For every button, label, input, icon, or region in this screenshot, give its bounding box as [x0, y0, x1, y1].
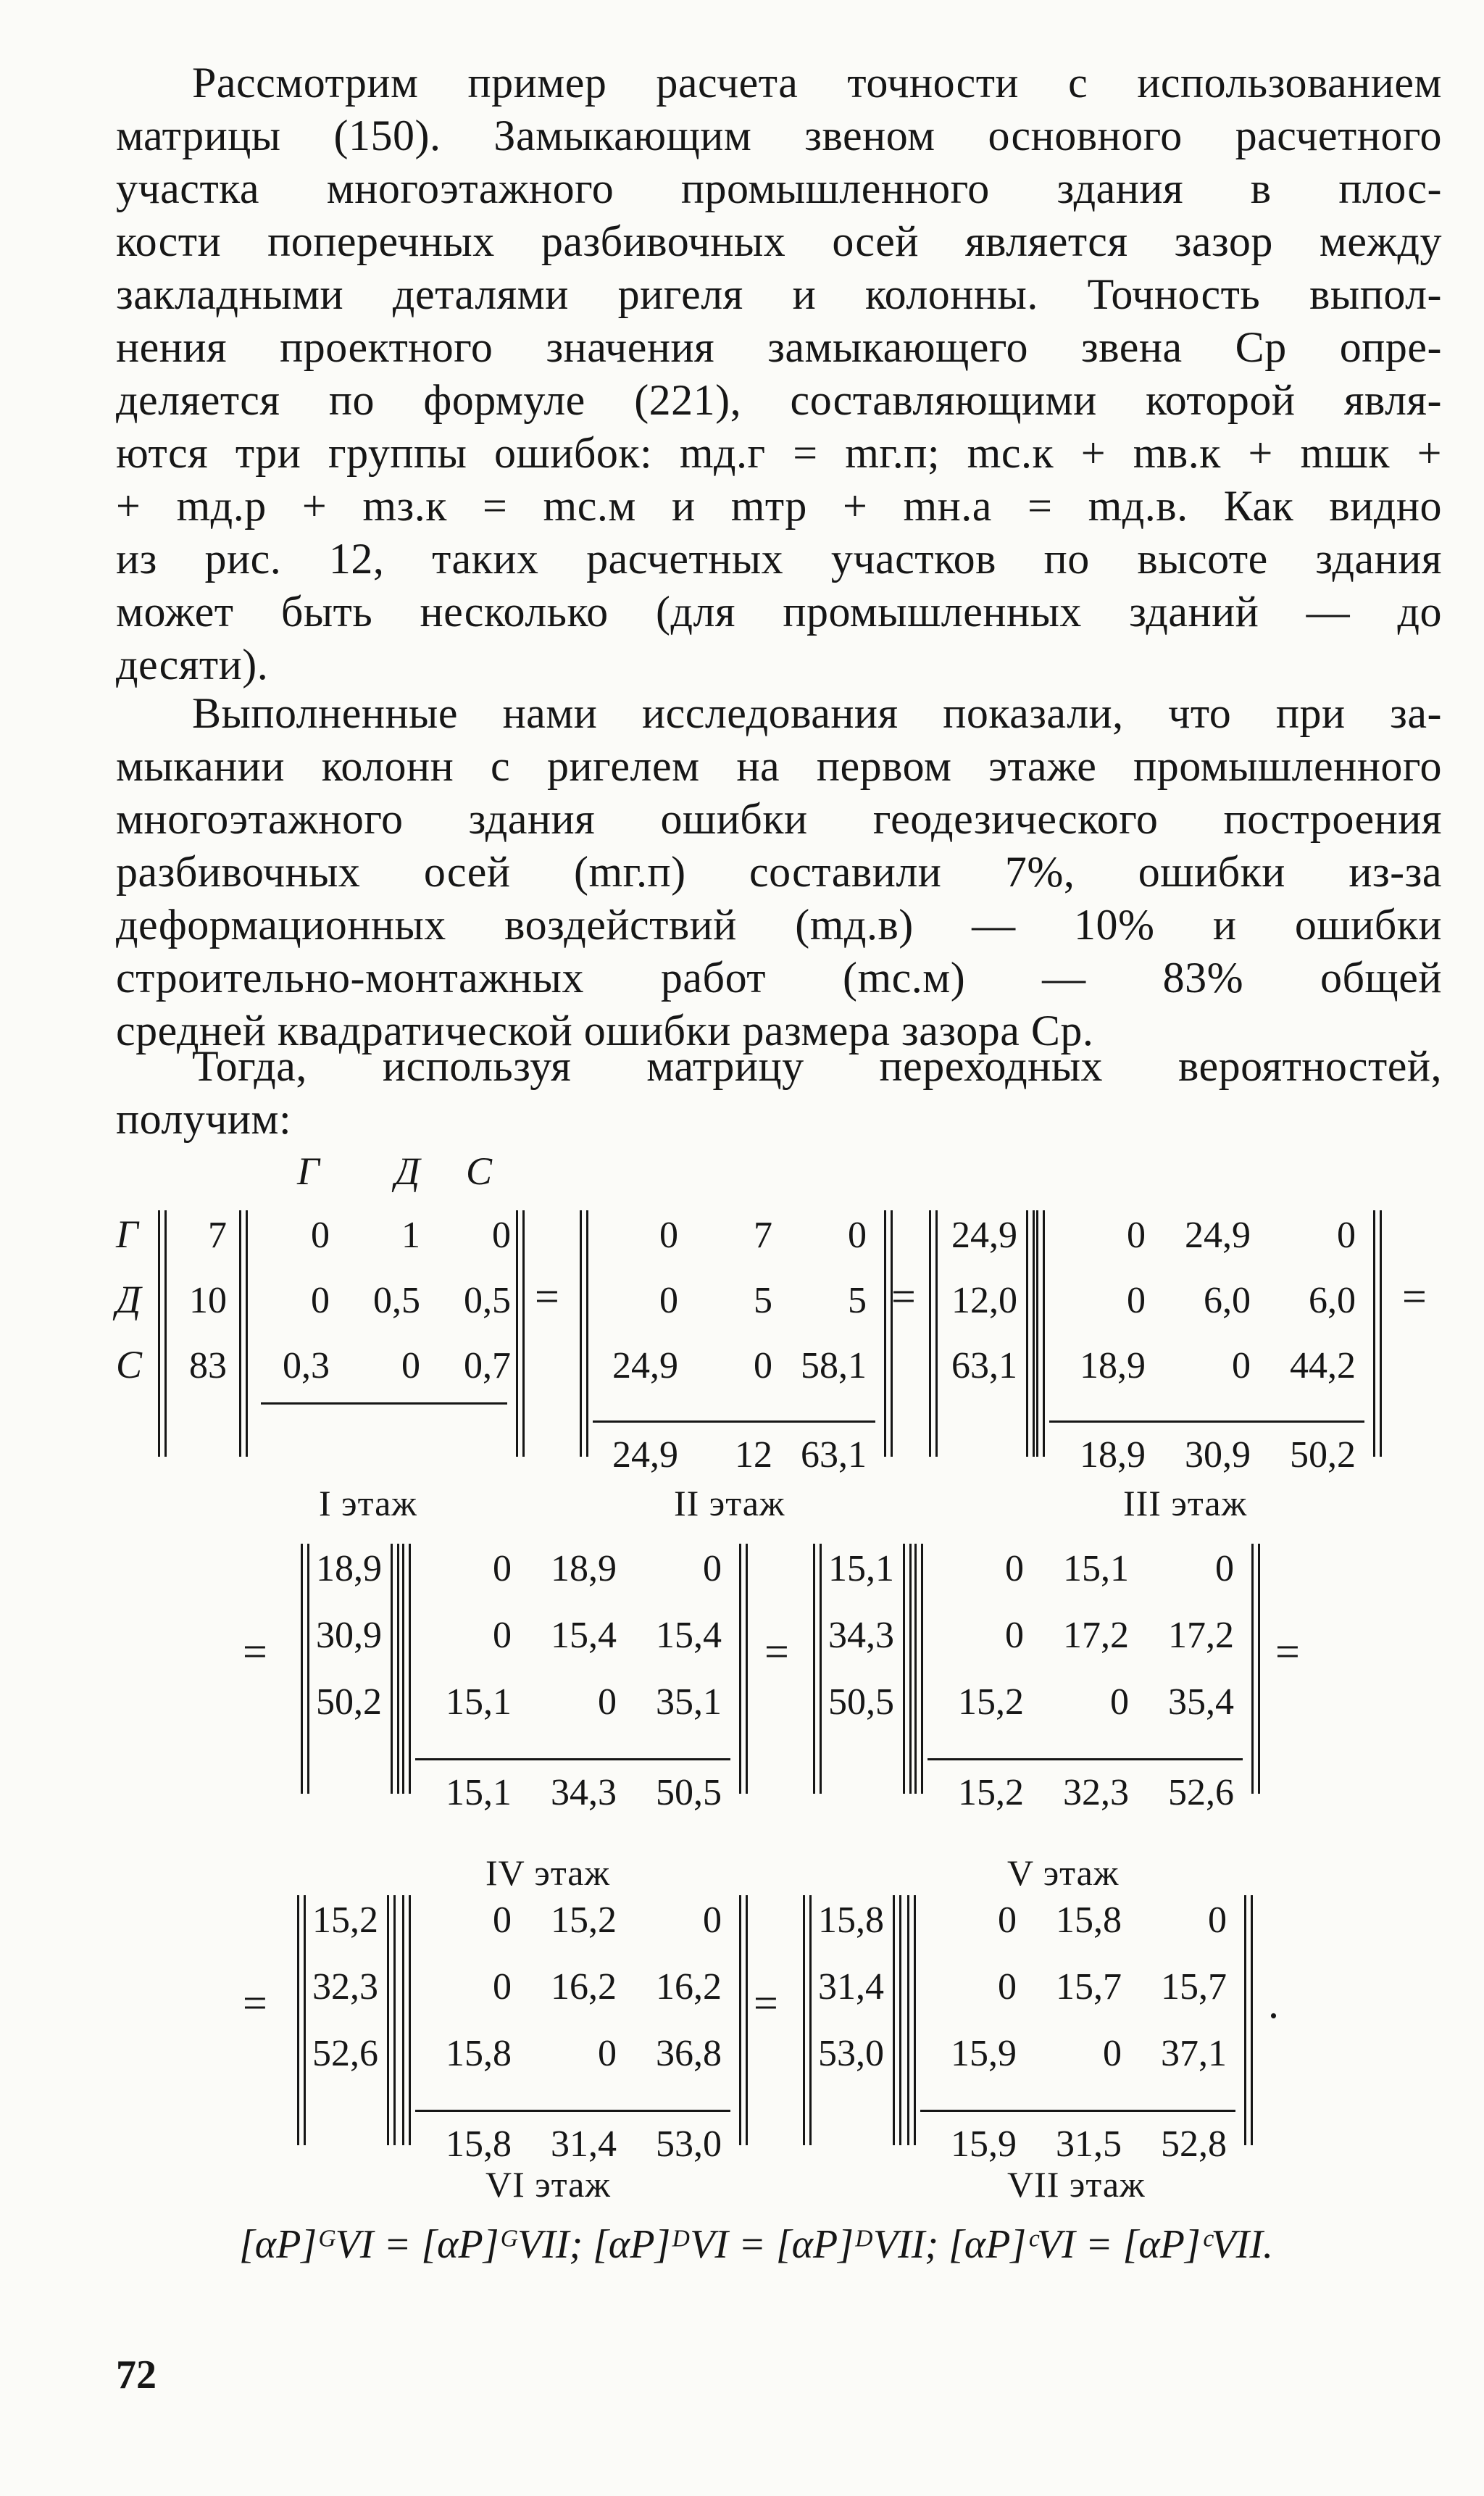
matrix-bar: [884, 1210, 886, 1457]
vector-bar: [397, 1544, 399, 1794]
matrix-cell: 5: [848, 1280, 867, 1321]
text-line: + mд.р + mз.к = mс.м и mтр + mн.а = mд.в. Как видно: [116, 482, 1442, 530]
matrix-cell: 17,2: [1168, 1615, 1234, 1656]
matrix-cell: 44,2: [1290, 1345, 1356, 1386]
matrix-cell: 0: [1005, 1615, 1024, 1656]
text-line: строительно-монтажных работ (mс.м) — 83% общей: [116, 954, 1442, 1002]
matrix-bar: [891, 1210, 893, 1457]
matrix-bar: [409, 1544, 411, 1794]
matrix-cell: 15,1: [1063, 1548, 1129, 1589]
matrix-cell: 18,9: [316, 1548, 382, 1589]
matrix-cell: 24,9: [612, 1434, 678, 1476]
matrix-cell: 0: [493, 1615, 512, 1656]
sum-rule: [593, 1420, 875, 1423]
vector-bar: [246, 1210, 248, 1457]
matrix-cell: 15,7: [1056, 1966, 1122, 2008]
floor-label: IV этаж: [485, 1852, 611, 1893]
matrix-cell: 31,4: [551, 2123, 617, 2165]
text-line: десяти).: [116, 641, 269, 689]
matrix-cell: 5: [754, 1280, 772, 1321]
matrix-cell: 15,8: [1056, 1900, 1122, 1941]
matrix-cell: 0: [659, 1280, 678, 1321]
sum-rule: [1049, 1420, 1364, 1423]
matrix-cell: 15,8: [818, 1900, 884, 1941]
matrix-bar: [1043, 1210, 1045, 1457]
matrix-cell: 0: [1215, 1548, 1234, 1589]
matrix-cell: 15,2: [958, 1772, 1024, 1813]
equals-sign: =: [764, 1628, 789, 1676]
matrix-cell: 6,0: [1309, 1280, 1356, 1321]
vector-bar: [893, 1895, 895, 2145]
equals-sign: =: [535, 1273, 559, 1320]
text-line: участка многоэтажного промышленного здания в плос-: [116, 165, 1442, 212]
final-equation: [αP]ᴳVI = [αP]ᴳVII; [αP]ᴰVI = [αP]ᴰVII; [αP]ᶜVI = [αP]ᶜVII.: [239, 2222, 1273, 2267]
matrix-cell: 0: [703, 1548, 722, 1589]
matrix-cell: 0: [598, 2033, 617, 2074]
matrix-cell: 0: [1103, 2033, 1122, 2074]
matrix-cell: 15,9: [951, 2123, 1017, 2165]
matrix-cell: 15,9: [951, 2033, 1017, 2074]
matrix-bar: [921, 1544, 923, 1794]
matrix-cell: 0: [492, 1215, 511, 1256]
matrix-cell: 6,0: [1204, 1280, 1251, 1321]
vector-bar: [301, 1544, 303, 1794]
matrix-cell: 36,8: [656, 2033, 722, 2074]
matrix-cell: 12: [735, 1434, 772, 1476]
text-line: закладными деталями ригеля и колонны. Точность выпол-: [116, 270, 1442, 318]
vector-bar: [899, 1895, 901, 2145]
matrix-cell: 18,9: [1080, 1434, 1146, 1476]
matrix-cell: 58,1: [801, 1345, 867, 1386]
matrix-cell: 52,8: [1161, 2123, 1227, 2165]
text-line: кости поперечных разбивочных осей является зазор между: [116, 217, 1442, 265]
text-line: мыкании колонн с ригелем на первом этаже промышленного: [116, 742, 1442, 790]
matrix-bar: [739, 1544, 741, 1794]
matrix-cell: 0: [1127, 1215, 1146, 1256]
matrix-cell: 15,4: [656, 1615, 722, 1656]
vector-bar: [1033, 1210, 1035, 1457]
matrix-bar: [402, 1895, 404, 2145]
matrix-cell: 15,7: [1161, 1966, 1227, 2008]
matrix-cell: 0: [1110, 1681, 1129, 1723]
matrix-cell: 35,4: [1168, 1681, 1234, 1723]
matrix-cell: 32,3: [312, 1966, 378, 2008]
matrix-cell: 0: [493, 1900, 512, 1941]
matrix-cell: 15,1: [446, 1772, 512, 1813]
equals-sign: =: [891, 1273, 916, 1320]
matrix-cell: 52,6: [1168, 1772, 1234, 1813]
matrix-bar: [746, 1544, 748, 1794]
floor-label: VII этаж: [1007, 2164, 1146, 2205]
matrix-cell: 0: [848, 1215, 867, 1256]
sum-rule: [928, 1758, 1243, 1760]
matrix-cell: 32,3: [1063, 1772, 1129, 1813]
matrix-cell: 31,4: [818, 1966, 884, 2008]
paragraph-1: [116, 57, 1442, 691]
column-header: С: [466, 1149, 493, 1193]
matrix-cell: 15,8: [446, 2123, 512, 2165]
matrix-bar: [586, 1210, 588, 1457]
matrix-cell: 63,1: [801, 1434, 867, 1476]
matrix-cell: 35,1: [656, 1681, 722, 1723]
matrix-cell: 24,9: [1185, 1215, 1251, 1256]
vector-bar: [813, 1544, 815, 1794]
matrix-cell: 0: [493, 1966, 512, 2008]
matrix-bar: [522, 1210, 525, 1457]
matrix-cell: 24,9: [951, 1215, 1017, 1256]
matrix-cell: 63,1: [951, 1345, 1017, 1386]
paragraph-3: [116, 1040, 1442, 1146]
matrix-bar: [1251, 1544, 1254, 1794]
matrix-cell: 12,0: [951, 1280, 1017, 1321]
matrix-cell: 50,5: [828, 1681, 894, 1723]
matrix-bar: [914, 1544, 917, 1794]
matrix-bar: [907, 1895, 909, 2145]
equals-sign: =: [1402, 1273, 1427, 1320]
vector-bar: [1026, 1210, 1028, 1457]
floor-label: V этаж: [1007, 1852, 1120, 1893]
matrix-cell: 15,2: [958, 1681, 1024, 1723]
vector-bar: [158, 1210, 160, 1457]
matrix-cell: 16,2: [551, 1966, 617, 2008]
matrix-bar: [1373, 1210, 1375, 1457]
matrix-cell: 30,9: [316, 1615, 382, 1656]
vector-bar: [297, 1895, 299, 2145]
matrix-cell: 34,3: [551, 1772, 617, 1813]
matrix-cell: 15,2: [312, 1900, 378, 1941]
text-line: Выполненные нами исследования показали, что при за-: [192, 689, 1442, 737]
matrix-cell: 0,7: [464, 1345, 511, 1386]
equals-sign: =: [754, 1979, 778, 2027]
matrix-cell: 7: [754, 1215, 772, 1256]
matrix-cell: 53,0: [656, 2123, 722, 2165]
text-line: Тогда, используя матрицу переходных вероятностей,: [192, 1042, 1442, 1090]
text-line: получим:: [116, 1095, 292, 1143]
vector-bar: [393, 1895, 396, 2145]
matrix-bar: [1251, 1895, 1253, 2145]
paragraph-2: [116, 687, 1442, 1057]
sum-rule: [920, 2110, 1235, 2112]
row-label: С: [116, 1343, 143, 1386]
matrix-cell: 31,5: [1056, 2123, 1122, 2165]
text-line: деформационных воздействий (mд.в) — 10% и ошибки: [116, 901, 1442, 949]
matrix-cell: 15,1: [446, 1681, 512, 1723]
vector-bar: [909, 1544, 912, 1794]
row-label: Д: [116, 1278, 141, 1321]
matrix-cell: 24,9: [612, 1345, 678, 1386]
matrix-bar: [746, 1895, 748, 2145]
matrix-cell: 16,2: [656, 1966, 722, 2008]
text-line: многоэтажного здания ошибки геодезического построения: [116, 795, 1442, 843]
vector-bar: [391, 1544, 393, 1794]
matrix-bar: [402, 1544, 404, 1794]
floor-label: III этаж: [1123, 1483, 1248, 1523]
column-header: Г: [297, 1149, 320, 1193]
matrix-cell: 0: [401, 1345, 420, 1386]
matrix-cell: 50,2: [316, 1681, 382, 1723]
text-line: средней квадратической ошибки размера зазора Cр.: [116, 1007, 1094, 1054]
sum-rule: [415, 1758, 730, 1760]
vector-bar: [803, 1895, 805, 2145]
text-line: Рассмотрим пример расчета точности с использованием: [192, 59, 1442, 107]
matrix-cell: 0: [598, 1681, 617, 1723]
matrix-cell: 10: [189, 1280, 227, 1321]
matrix-cell: 37,1: [1161, 2033, 1227, 2074]
matrix-cell: 7: [208, 1215, 227, 1256]
matrix-cell: 0: [703, 1900, 722, 1941]
matrix-bar: [914, 1895, 916, 2145]
text-line: ются три группы ошибок: mд.г = mг.п; mс.к + mв.к + mшк +: [116, 429, 1442, 477]
matrix-cell: 0: [659, 1215, 678, 1256]
matrix-cell: 83: [189, 1345, 227, 1386]
matrix-bar: [1380, 1210, 1382, 1457]
matrix-cell: 0,5: [464, 1280, 511, 1321]
equals-sign: =: [243, 1979, 267, 2027]
matrix-cell: 30,9: [1185, 1434, 1251, 1476]
matrix-cell: 15,8: [446, 2033, 512, 2074]
matrix-bar: [739, 1895, 741, 2145]
matrix-cell: 18,9: [551, 1548, 617, 1589]
matrix-cell: 0: [1127, 1280, 1146, 1321]
matrix-cell: 34,3: [828, 1615, 894, 1656]
floor-label: VI этаж: [485, 2164, 611, 2205]
matrix-cell: 0: [998, 1966, 1017, 2008]
text-line: разбивочных осей (mг.п) составили 7%, ошибки из-за: [116, 848, 1442, 896]
sum-rule: [415, 2110, 730, 2112]
matrix-bar: [516, 1210, 518, 1457]
row-label: Г: [116, 1212, 138, 1256]
matrix-cell: 53,0: [818, 2033, 884, 2074]
vector-bar: [239, 1210, 241, 1457]
matrix-cell: 0: [998, 1900, 1017, 1941]
matrix-cell: 50,5: [656, 1772, 722, 1813]
matrix-cell: 0: [1337, 1215, 1356, 1256]
floor-label: I этаж: [319, 1483, 417, 1523]
matrix-bar: [580, 1210, 582, 1457]
matrix-bar: [409, 1895, 411, 2145]
text-line: матрицы (150). Замыкающим звеном основного расчетного: [116, 112, 1442, 159]
matrix-cell: 0,5: [373, 1280, 420, 1321]
matrix-cell: 52,6: [312, 2033, 378, 2074]
matrix-cell: 0: [1208, 1900, 1227, 1941]
equals-sign: =: [243, 1628, 267, 1676]
matrix-cell: 15,4: [551, 1615, 617, 1656]
matrix-cell: 0: [311, 1215, 330, 1256]
equals-sign: =: [1275, 1628, 1300, 1676]
matrix-cell: 15,2: [551, 1900, 617, 1941]
matrix-cell: 0: [493, 1548, 512, 1589]
matrix-cell: 18,9: [1080, 1345, 1146, 1386]
matrix-cell: 17,2: [1063, 1615, 1129, 1656]
period: .: [1268, 1979, 1279, 2027]
matrix-bar: [1244, 1895, 1246, 2145]
text-line: из рис. 12, таких расчетных участков по высоте здания: [116, 535, 1442, 583]
sum-rule: [261, 1402, 507, 1405]
matrix-bar: [1036, 1210, 1038, 1457]
matrix-cell: 0: [311, 1280, 330, 1321]
vector-bar: [387, 1895, 389, 2145]
text-line: деляется по формуле (221), составляющими которой явля-: [116, 376, 1442, 424]
matrix-cell: 15,1: [828, 1548, 894, 1589]
matrix-cell: 0: [1005, 1548, 1024, 1589]
matrix-cell: 0,3: [283, 1345, 330, 1386]
matrix-cell: 1: [401, 1215, 420, 1256]
matrix-cell: 0: [754, 1345, 772, 1386]
floor-label: II этаж: [674, 1483, 785, 1523]
matrix-cell: 0: [1232, 1345, 1251, 1386]
text-line: нения проектного значения замыкающего звена Cр опре-: [116, 323, 1442, 371]
vector-bar: [903, 1544, 905, 1794]
column-header: Д: [395, 1149, 420, 1193]
page-number: 72: [116, 2353, 157, 2397]
vector-bar: [929, 1210, 931, 1457]
text-line: может быть несколько (для промышленных зданий — до: [116, 588, 1442, 636]
matrix-cell: 50,2: [1290, 1434, 1356, 1476]
matrix-bar: [1258, 1544, 1260, 1794]
